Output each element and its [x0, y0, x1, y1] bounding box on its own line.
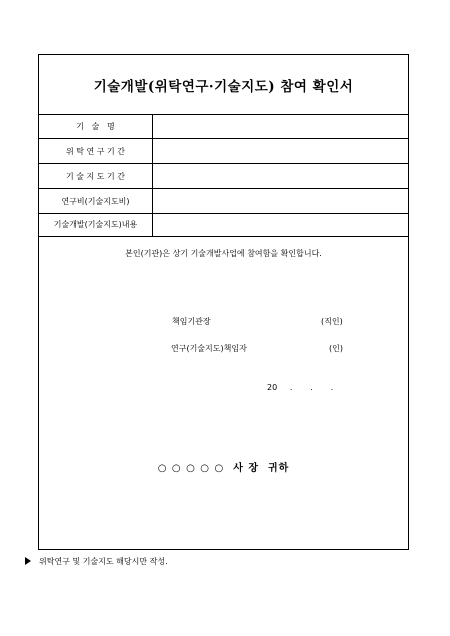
row-value-field[interactable] — [153, 189, 408, 213]
row-value-field[interactable] — [153, 139, 408, 163]
signer2-seal: (인) — [329, 344, 343, 353]
triangle-bullet-icon — [25, 557, 31, 565]
confirmation-form — [38, 54, 409, 550]
signer1-label: 책임기관장 — [172, 317, 211, 326]
row-value-field[interactable] — [153, 114, 408, 138]
row-label: 위 탁 연 구 기 간 — [39, 139, 153, 163]
row-label: 기술개발(기술지도)내용 — [39, 212, 153, 236]
row-research-period — [39, 139, 408, 164]
signer1-seal: (직인) — [321, 317, 343, 326]
row-research-cost — [39, 189, 408, 214]
form-title: 기술개발(위탁연구·기술지도) 참여 확인서 — [93, 78, 354, 95]
row-value-field[interactable] — [153, 212, 408, 236]
addressee: ○ ○ ○ ○ ○ 사 장 귀하 — [157, 463, 290, 474]
confirmation-text: 본인(기관)은 상기 기술개발사업에 참여함을 확인합니다. — [125, 249, 322, 258]
row-label: 기 술 지 도 기 간 — [39, 164, 153, 188]
footnote: 위탁연구 및 기술지도 해당시만 작성. — [39, 557, 168, 566]
signer2-label: 연구(기술지도)책임자 — [171, 344, 247, 353]
title-row — [39, 55, 408, 115]
row-value-field[interactable] — [153, 164, 408, 188]
row-label: 기 술 명 — [39, 114, 153, 138]
row-technology-name — [39, 114, 408, 139]
row-development-content — [39, 212, 408, 237]
row-guidance-period — [39, 164, 408, 189]
row-label: 연구비(기술지도비) — [39, 189, 153, 213]
date-line: 20 . . . — [267, 383, 334, 392]
